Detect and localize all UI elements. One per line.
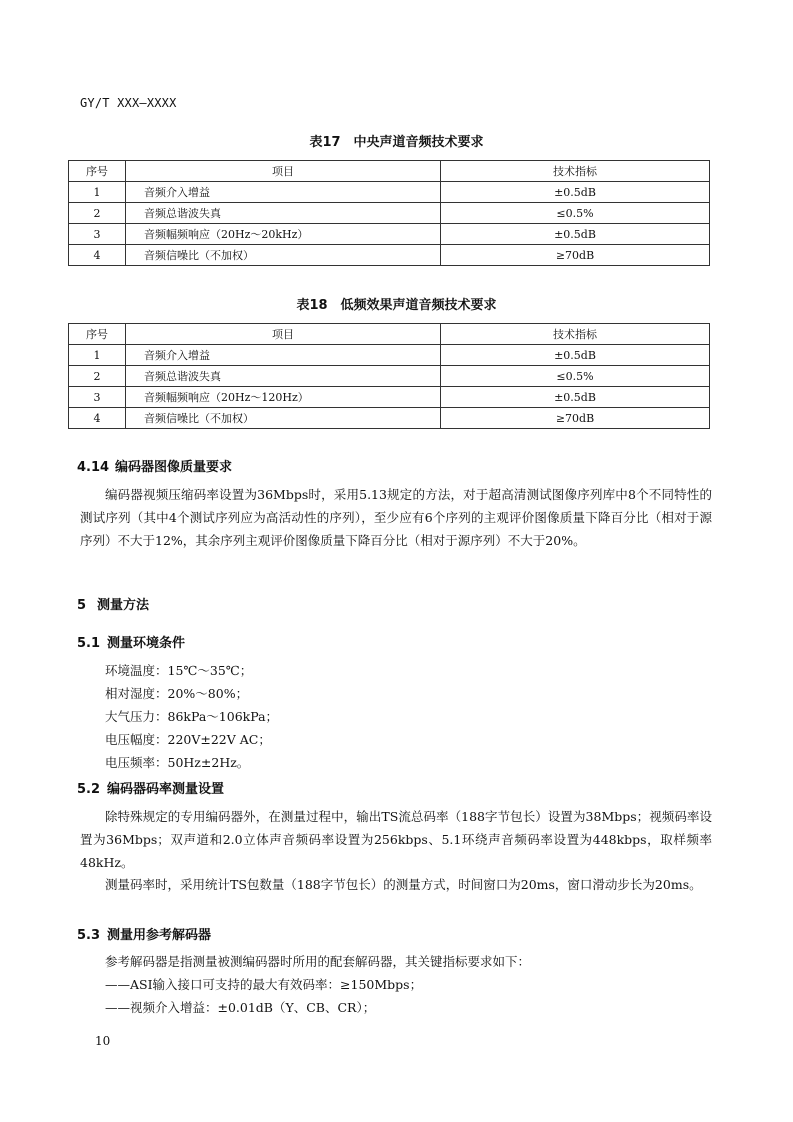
environment-conditions-list	[105, 659, 278, 774]
section-title: 编码器码率测量设置	[107, 782, 225, 797]
table18-title: 表18 低频效果声道音频技术要求	[296, 298, 497, 313]
list-item: ——ASI输入接口可支持的最大有效码率：≥150Mbps；	[105, 977, 423, 992]
page-number: 10	[95, 1034, 111, 1048]
row-no: 1	[69, 182, 126, 203]
table17	[68, 160, 710, 266]
section-4-14-paragraph: 编码器视频压缩码率设置为36Mbps时，采用5.13规定的方法，对于超高清测试图像序列库中8个不同特性的测试序列（其中4个测试序列应为高活动性的序列），至少应有6个序列的主观评价图像质量下降百分比（相对于源序列）不大于12%，其余序列主观评价图像质量下降百分比（相对于源序列）不大于20%。	[80, 487, 712, 548]
row-value: ≤0.5%	[441, 203, 710, 224]
row-item: 音频信噪比（不加权）	[126, 245, 441, 266]
table-row	[69, 366, 710, 387]
row-value: ±0.5dB	[441, 387, 710, 408]
section-number: 5	[77, 598, 87, 613]
row-value: ±0.5dB	[441, 345, 710, 366]
list-item: 环境温度：15℃～35℃；	[105, 663, 253, 678]
table-row	[69, 345, 710, 366]
table-row	[69, 408, 710, 429]
row-no: 1	[69, 345, 126, 366]
section-5-2-paragraph-1: 除特殊规定的专用编码器外，在测量过程中，输出TS流总码率（188字节包长）设置为38Mbps；视频码率设置为36Mbps；双声道和2.0立体声音频码率设置为256kbps、5.1环绕声音频码率设置为448kbps，取样频率48kHz。	[80, 809, 712, 870]
section-heading-4-14	[77, 456, 232, 475]
section-number: 4.14	[77, 460, 110, 475]
list-item: 电压频率：50Hz±2Hz。	[105, 755, 250, 770]
section-title: 编码器图像质量要求	[115, 460, 233, 475]
section-title: 测量用参考解码器	[107, 928, 212, 943]
table-row	[69, 203, 710, 224]
row-value: ≥70dB	[441, 245, 710, 266]
table17-title: 表17 中央声道音频技术要求	[309, 135, 484, 150]
row-item: 音频信噪比（不加权）	[126, 408, 441, 429]
list-item: 相对湿度：20%～80%；	[105, 686, 249, 701]
row-item: 音频幅频响应（20Hz～120Hz）	[126, 387, 441, 408]
section-heading-5-1	[77, 632, 185, 651]
section-5-3-intro: 参考解码器是指测量被测编码器时所用的配套解码器，其关键指标要求如下：	[105, 954, 531, 969]
row-value: ≤0.5%	[441, 366, 710, 387]
section-title: 测量方法	[97, 598, 150, 613]
col-header-item: 项目	[126, 324, 441, 345]
table-row	[69, 182, 710, 203]
row-item: 音频介入增益	[126, 345, 441, 366]
section-heading-5-2	[77, 778, 224, 797]
table-row	[69, 224, 710, 245]
standard-code: GY/T XXX—XXXX	[80, 96, 177, 110]
section-heading-5-3	[77, 924, 211, 943]
col-header-item: 项目	[126, 161, 441, 182]
row-value: ±0.5dB	[441, 182, 710, 203]
col-header-no: 序号	[69, 324, 126, 345]
row-no: 3	[69, 387, 126, 408]
row-no: 3	[69, 224, 126, 245]
table-header-row	[69, 324, 710, 345]
section-number: 5.1	[77, 636, 101, 651]
table-header-row	[69, 161, 710, 182]
col-header-no: 序号	[69, 161, 126, 182]
row-no: 4	[69, 408, 126, 429]
section-number: 5.3	[77, 928, 101, 943]
section-heading-5	[77, 594, 149, 613]
section-5-3-content	[80, 950, 712, 1019]
col-header-value: 技术指标	[441, 161, 710, 182]
col-header-value: 技术指标	[441, 324, 710, 345]
section-5-2-paragraph-2: 测量码率时，采用统计TS包数量（188字节包长）的测量方式，时间窗口为20ms，窗口滑动步长为20ms。	[105, 877, 702, 892]
list-item: ——视频介入增益：±0.01dB（Y、CB、CR）；	[105, 1000, 376, 1015]
list-item: 大气压力：86kPa～106kPa；	[105, 709, 279, 724]
table18	[68, 323, 710, 429]
row-item: 音频总谐波失真	[126, 203, 441, 224]
section-title: 测量环境条件	[107, 636, 186, 651]
table-row	[69, 245, 710, 266]
list-item: 电压幅度：220V±22V AC；	[105, 732, 271, 747]
row-item: 音频总谐波失真	[126, 366, 441, 387]
row-value: ≥70dB	[441, 408, 710, 429]
row-no: 2	[69, 366, 126, 387]
row-no: 4	[69, 245, 126, 266]
table-row	[69, 387, 710, 408]
row-item: 音频介入增益	[126, 182, 441, 203]
row-value: ±0.5dB	[441, 224, 710, 245]
row-item: 音频幅频响应（20Hz～20kHz）	[126, 224, 441, 245]
section-number: 5.2	[77, 782, 101, 797]
row-no: 2	[69, 203, 126, 224]
